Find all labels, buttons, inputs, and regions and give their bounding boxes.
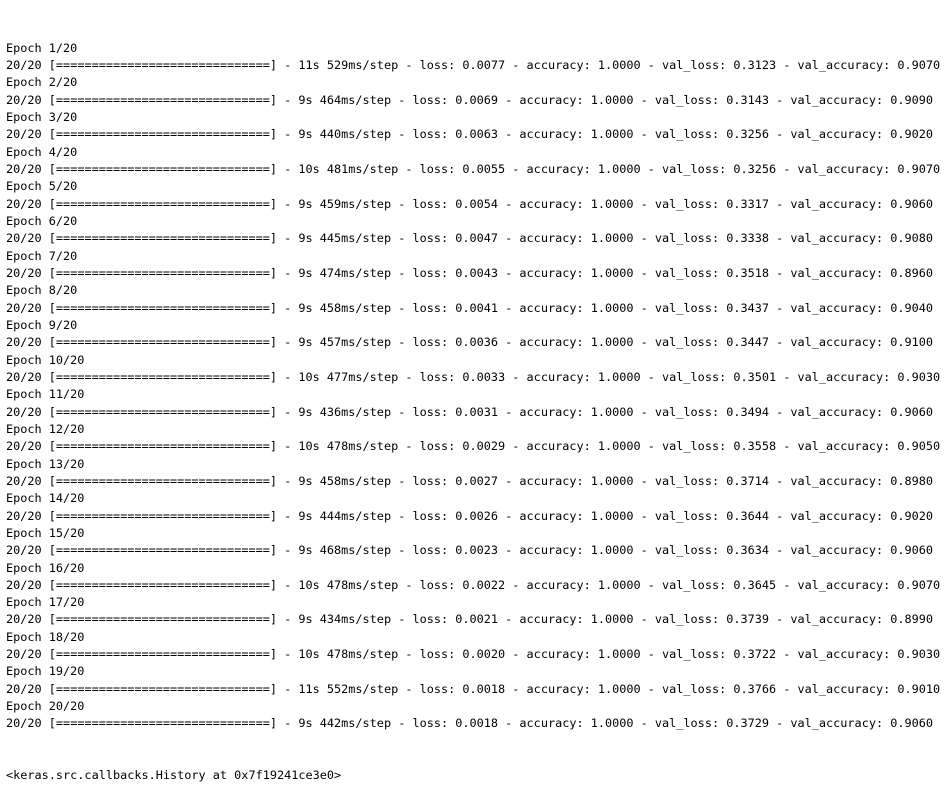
epoch-progress-line (6, 230, 941, 247)
progress-bar: [==============================] (48, 647, 277, 662)
epoch-progress-line (6, 265, 941, 282)
epoch-label: Epoch 10/20 (6, 352, 85, 367)
progress-bar: [==============================] (48, 92, 277, 107)
step-count: 20/20 (6, 57, 42, 72)
progress-bar: [==============================] (48, 161, 277, 176)
step-count: 20/20 (6, 543, 42, 558)
epoch-metrics: - 11s 552ms/step - loss: 0.0018 - accuracy: 1.0000 - val_loss: 0.3766 - val_accuracy: 0.9010 (276, 681, 941, 696)
epoch-progress-line (6, 508, 941, 525)
epoch-progress-line (6, 542, 941, 559)
step-count: 20/20 (6, 439, 42, 454)
progress-bar: [==============================] (48, 231, 277, 246)
epoch-progress-line (6, 473, 941, 490)
epoch-label: Epoch 6/20 (6, 213, 78, 228)
epoch-metrics: - 10s 478ms/step - loss: 0.0022 - accuracy: 1.0000 - val_loss: 0.3645 - val_accuracy: 0.9070 (276, 577, 941, 592)
epoch-metrics: - 9s 445ms/step - loss: 0.0047 - accuracy: 1.0000 - val_loss: 0.3338 - val_accuracy: 0.9080 (276, 231, 933, 246)
epoch-metrics: - 9s 436ms/step - loss: 0.0031 - accuracy: 1.0000 - val_loss: 0.3494 - val_accuracy: 0.9060 (276, 404, 933, 419)
epoch-progress-line (6, 369, 941, 386)
progress-bar: [==============================] (48, 265, 277, 280)
epoch-metrics: - 9s 459ms/step - loss: 0.0054 - accuracy: 1.0000 - val_loss: 0.3317 - val_accuracy: 0.9060 (276, 196, 933, 211)
step-count: 20/20 (6, 161, 42, 176)
epoch-label: Epoch 18/20 (6, 629, 85, 644)
epoch-progress-line (6, 404, 941, 421)
progress-bar: [==============================] (48, 196, 277, 211)
epoch-label: Epoch 5/20 (6, 179, 78, 194)
step-count: 20/20 (6, 300, 42, 315)
step-count: 20/20 (6, 508, 42, 523)
epoch-label: Epoch 4/20 (6, 144, 78, 159)
epoch-metrics: - 10s 478ms/step - loss: 0.0020 - accuracy: 1.0000 - val_loss: 0.3722 - val_accuracy: 0.9030 (276, 647, 941, 662)
progress-bar: [==============================] (48, 716, 277, 731)
progress-bar: [==============================] (48, 439, 277, 454)
epoch-label: Epoch 15/20 (6, 525, 85, 540)
progress-bar: [==============================] (48, 681, 277, 696)
progress-bar: [==============================] (48, 369, 277, 384)
epoch-metrics: - 9s 458ms/step - loss: 0.0041 - accuracy: 1.0000 - val_loss: 0.3437 - val_accuracy: 0.9040 (276, 300, 933, 315)
epoch-progress-line (6, 196, 941, 213)
history-return-value: <keras.src.callbacks.History at 0x7f19241ce3e0> (6, 768, 342, 783)
progress-bar: [==============================] (48, 612, 277, 627)
epoch-metrics: - 9s 440ms/step - loss: 0.0063 - accuracy: 1.0000 - val_loss: 0.3256 - val_accuracy: 0.9020 (276, 127, 933, 142)
step-count: 20/20 (6, 647, 42, 662)
epoch-label: Epoch 1/20 (6, 40, 78, 55)
progress-bar: [==============================] (48, 57, 277, 72)
epoch-label: Epoch 3/20 (6, 109, 78, 124)
epoch-label: Epoch 19/20 (6, 664, 85, 679)
epoch-progress-line (6, 715, 941, 732)
progress-bar: [==============================] (48, 127, 277, 142)
progress-bar: [==============================] (48, 300, 277, 315)
epoch-progress-line (6, 577, 941, 594)
epoch-metrics: - 9s 444ms/step - loss: 0.0026 - accuracy: 1.0000 - val_loss: 0.3644 - val_accuracy: 0.9020 (276, 508, 933, 523)
epoch-progress-line (6, 438, 941, 455)
epoch-metrics: - 9s 468ms/step - loss: 0.0023 - accuracy: 1.0000 - val_loss: 0.3634 - val_accuracy: 0.9060 (276, 543, 933, 558)
epoch-label: Epoch 2/20 (6, 75, 78, 90)
progress-bar: [==============================] (48, 404, 277, 419)
epoch-progress-line (6, 57, 941, 74)
epoch-label: Epoch 12/20 (6, 421, 85, 436)
step-count: 20/20 (6, 127, 42, 142)
epoch-metrics: - 10s 477ms/step - loss: 0.0033 - accuracy: 1.0000 - val_loss: 0.3501 - val_accuracy: 0.9030 (276, 369, 941, 384)
epoch-label: Epoch 14/20 (6, 491, 85, 506)
training-log-output (6, 5, 941, 802)
epoch-progress-line (6, 681, 941, 698)
step-count: 20/20 (6, 231, 42, 246)
epoch-metrics: - 10s 481ms/step - loss: 0.0055 - accuracy: 1.0000 - val_loss: 0.3256 - val_accuracy: 0.9070 (276, 161, 941, 176)
step-count: 20/20 (6, 196, 42, 211)
step-count: 20/20 (6, 404, 42, 419)
epoch-progress-line (6, 611, 941, 628)
step-count: 20/20 (6, 335, 42, 350)
epoch-progress-line (6, 92, 941, 109)
progress-bar: [==============================] (48, 335, 277, 350)
step-count: 20/20 (6, 681, 42, 696)
epoch-metrics: - 9s 434ms/step - loss: 0.0021 - accuracy: 1.0000 - val_loss: 0.3739 - val_accuracy: 0.8990 (276, 612, 933, 627)
progress-bar: [==============================] (48, 508, 277, 523)
epoch-list (6, 40, 941, 733)
epoch-progress-line (6, 126, 941, 143)
epoch-label: Epoch 9/20 (6, 317, 78, 332)
epoch-label: Epoch 17/20 (6, 595, 85, 610)
epoch-label: Epoch 8/20 (6, 283, 78, 298)
epoch-metrics: - 9s 442ms/step - loss: 0.0018 - accuracy: 1.0000 - val_loss: 0.3729 - val_accuracy: 0.9060 (276, 716, 933, 731)
epoch-metrics: - 9s 457ms/step - loss: 0.0036 - accuracy: 1.0000 - val_loss: 0.3447 - val_accuracy: 0.9100 (276, 335, 933, 350)
epoch-progress-line (6, 300, 941, 317)
epoch-progress-line (6, 334, 941, 351)
epoch-label: Epoch 13/20 (6, 456, 85, 471)
step-count: 20/20 (6, 612, 42, 627)
epoch-label: Epoch 11/20 (6, 387, 85, 402)
step-count: 20/20 (6, 92, 42, 107)
step-count: 20/20 (6, 369, 42, 384)
step-count: 20/20 (6, 265, 42, 280)
epoch-metrics: - 9s 464ms/step - loss: 0.0069 - accuracy: 1.0000 - val_loss: 0.3143 - val_accuracy: 0.9090 (276, 92, 933, 107)
step-count: 20/20 (6, 716, 42, 731)
progress-bar: [==============================] (48, 543, 277, 558)
epoch-metrics: - 10s 478ms/step - loss: 0.0029 - accuracy: 1.0000 - val_loss: 0.3558 - val_accuracy: 0.9050 (276, 439, 941, 454)
epoch-progress-line (6, 646, 941, 663)
epoch-label: Epoch 20/20 (6, 699, 85, 714)
step-count: 20/20 (6, 577, 42, 592)
epoch-progress-line (6, 161, 941, 178)
epoch-metrics: - 9s 458ms/step - loss: 0.0027 - accuracy: 1.0000 - val_loss: 0.3714 - val_accuracy: 0.8980 (276, 473, 933, 488)
epoch-metrics: - 9s 474ms/step - loss: 0.0043 - accuracy: 1.0000 - val_loss: 0.3518 - val_accuracy: 0.8960 (276, 265, 933, 280)
epoch-label: Epoch 16/20 (6, 560, 85, 575)
epoch-metrics: - 11s 529ms/step - loss: 0.0077 - accuracy: 1.0000 - val_loss: 0.3123 - val_accuracy: 0.9070 (276, 57, 941, 72)
progress-bar: [==============================] (48, 473, 277, 488)
step-count: 20/20 (6, 473, 42, 488)
progress-bar: [==============================] (48, 577, 277, 592)
epoch-label: Epoch 7/20 (6, 248, 78, 263)
